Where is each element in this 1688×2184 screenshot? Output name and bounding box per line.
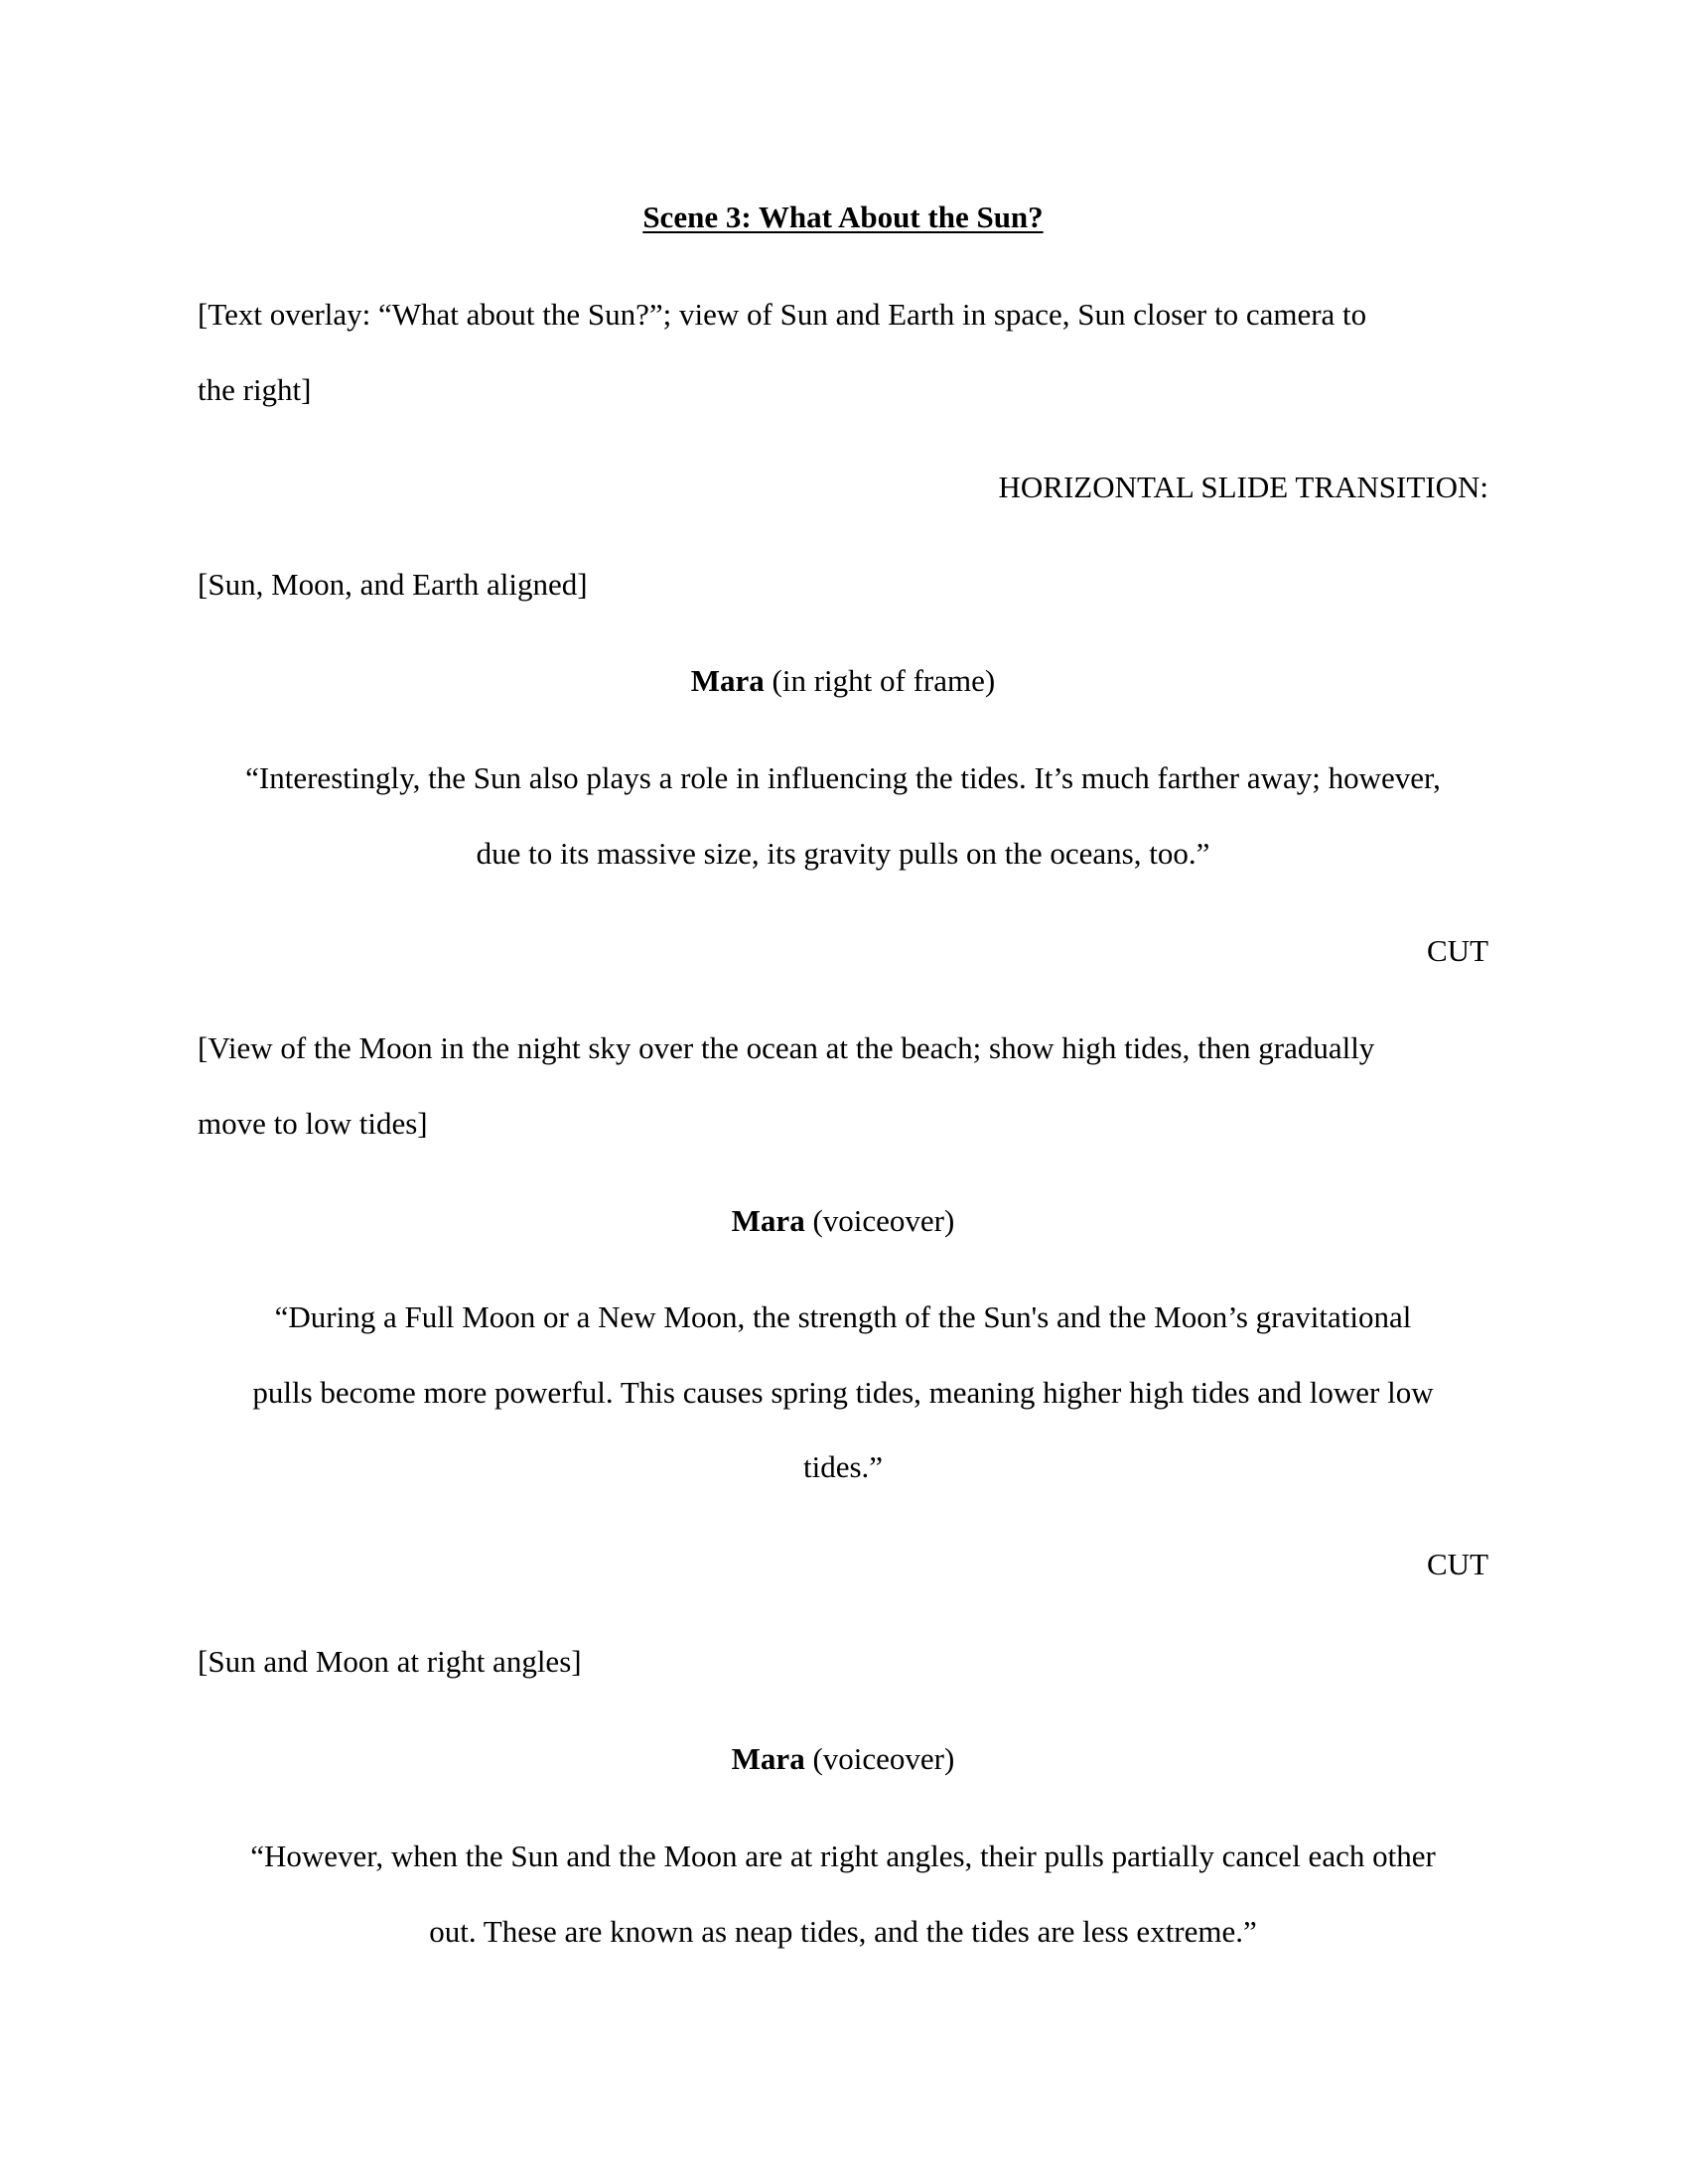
direction-sun-moon-earth-aligned: [Sun, Moon, and Earth aligned]: [198, 567, 588, 602]
dialogue-1-line-1: “Interestingly, the Sun also plays a role in influencing the tides. It’s much farther away; however,: [245, 760, 1441, 795]
dialogue-3-line-1: “However, when the Sun and the Moon are at right angles, their pulls partially cancel each other: [250, 1839, 1436, 1873]
overlay-direction-line-1: [Text overlay: “What about the Sun?”; view of Sun and Earth in space, Sun closer to camera to: [198, 297, 1367, 332]
direction-right-angles: [Sun and Moon at right angles]: [198, 1644, 582, 1679]
dialogue-2-line-1: “During a Full Moon or a New Moon, the strength of the Sun's and the Moon’s gravitational: [274, 1299, 1412, 1334]
speaker-name: Mara: [690, 663, 765, 698]
speaker-name: Mara: [731, 1203, 805, 1238]
scene-title: Scene 3: What About the Sun?: [642, 200, 1044, 234]
speaker-heading-2: [198, 1201, 1488, 1241]
speaker-note: (voiceover): [804, 1203, 955, 1238]
overlay-direction-line-2: the right]: [198, 372, 312, 407]
dialogue-1-line-2: due to its massive size, its gravity pulls on the oceans, too.”: [476, 836, 1210, 871]
direction-night-sky-line-1: [View of the Moon in the night sky over the ocean at the beach; show high tides, then gradually: [198, 1030, 1375, 1065]
speaker-note: (in right of frame): [764, 663, 996, 698]
transition-cut-2: CUT: [1427, 1547, 1488, 1581]
dialogue-2-line-2: pulls become more powerful. This causes spring tides, meaning higher high tides and lower low: [252, 1375, 1434, 1410]
transition-cut-1: CUT: [1427, 933, 1488, 968]
speaker-name: Mara: [731, 1741, 805, 1776]
speaker-heading-1: [198, 661, 1488, 701]
transition-horizontal-slide: HORIZONTAL SLIDE TRANSITION:: [998, 470, 1488, 504]
dialogue-3-line-2: out. These are known as neap tides, and the tides are less extreme.”: [429, 1914, 1257, 1949]
dialogue-2-line-3: tides.”: [802, 1449, 884, 1484]
speaker-note: (voiceover): [804, 1741, 955, 1776]
speaker-heading-3: [198, 1739, 1488, 1779]
direction-night-sky-line-2: move to low tides]: [198, 1106, 428, 1141]
